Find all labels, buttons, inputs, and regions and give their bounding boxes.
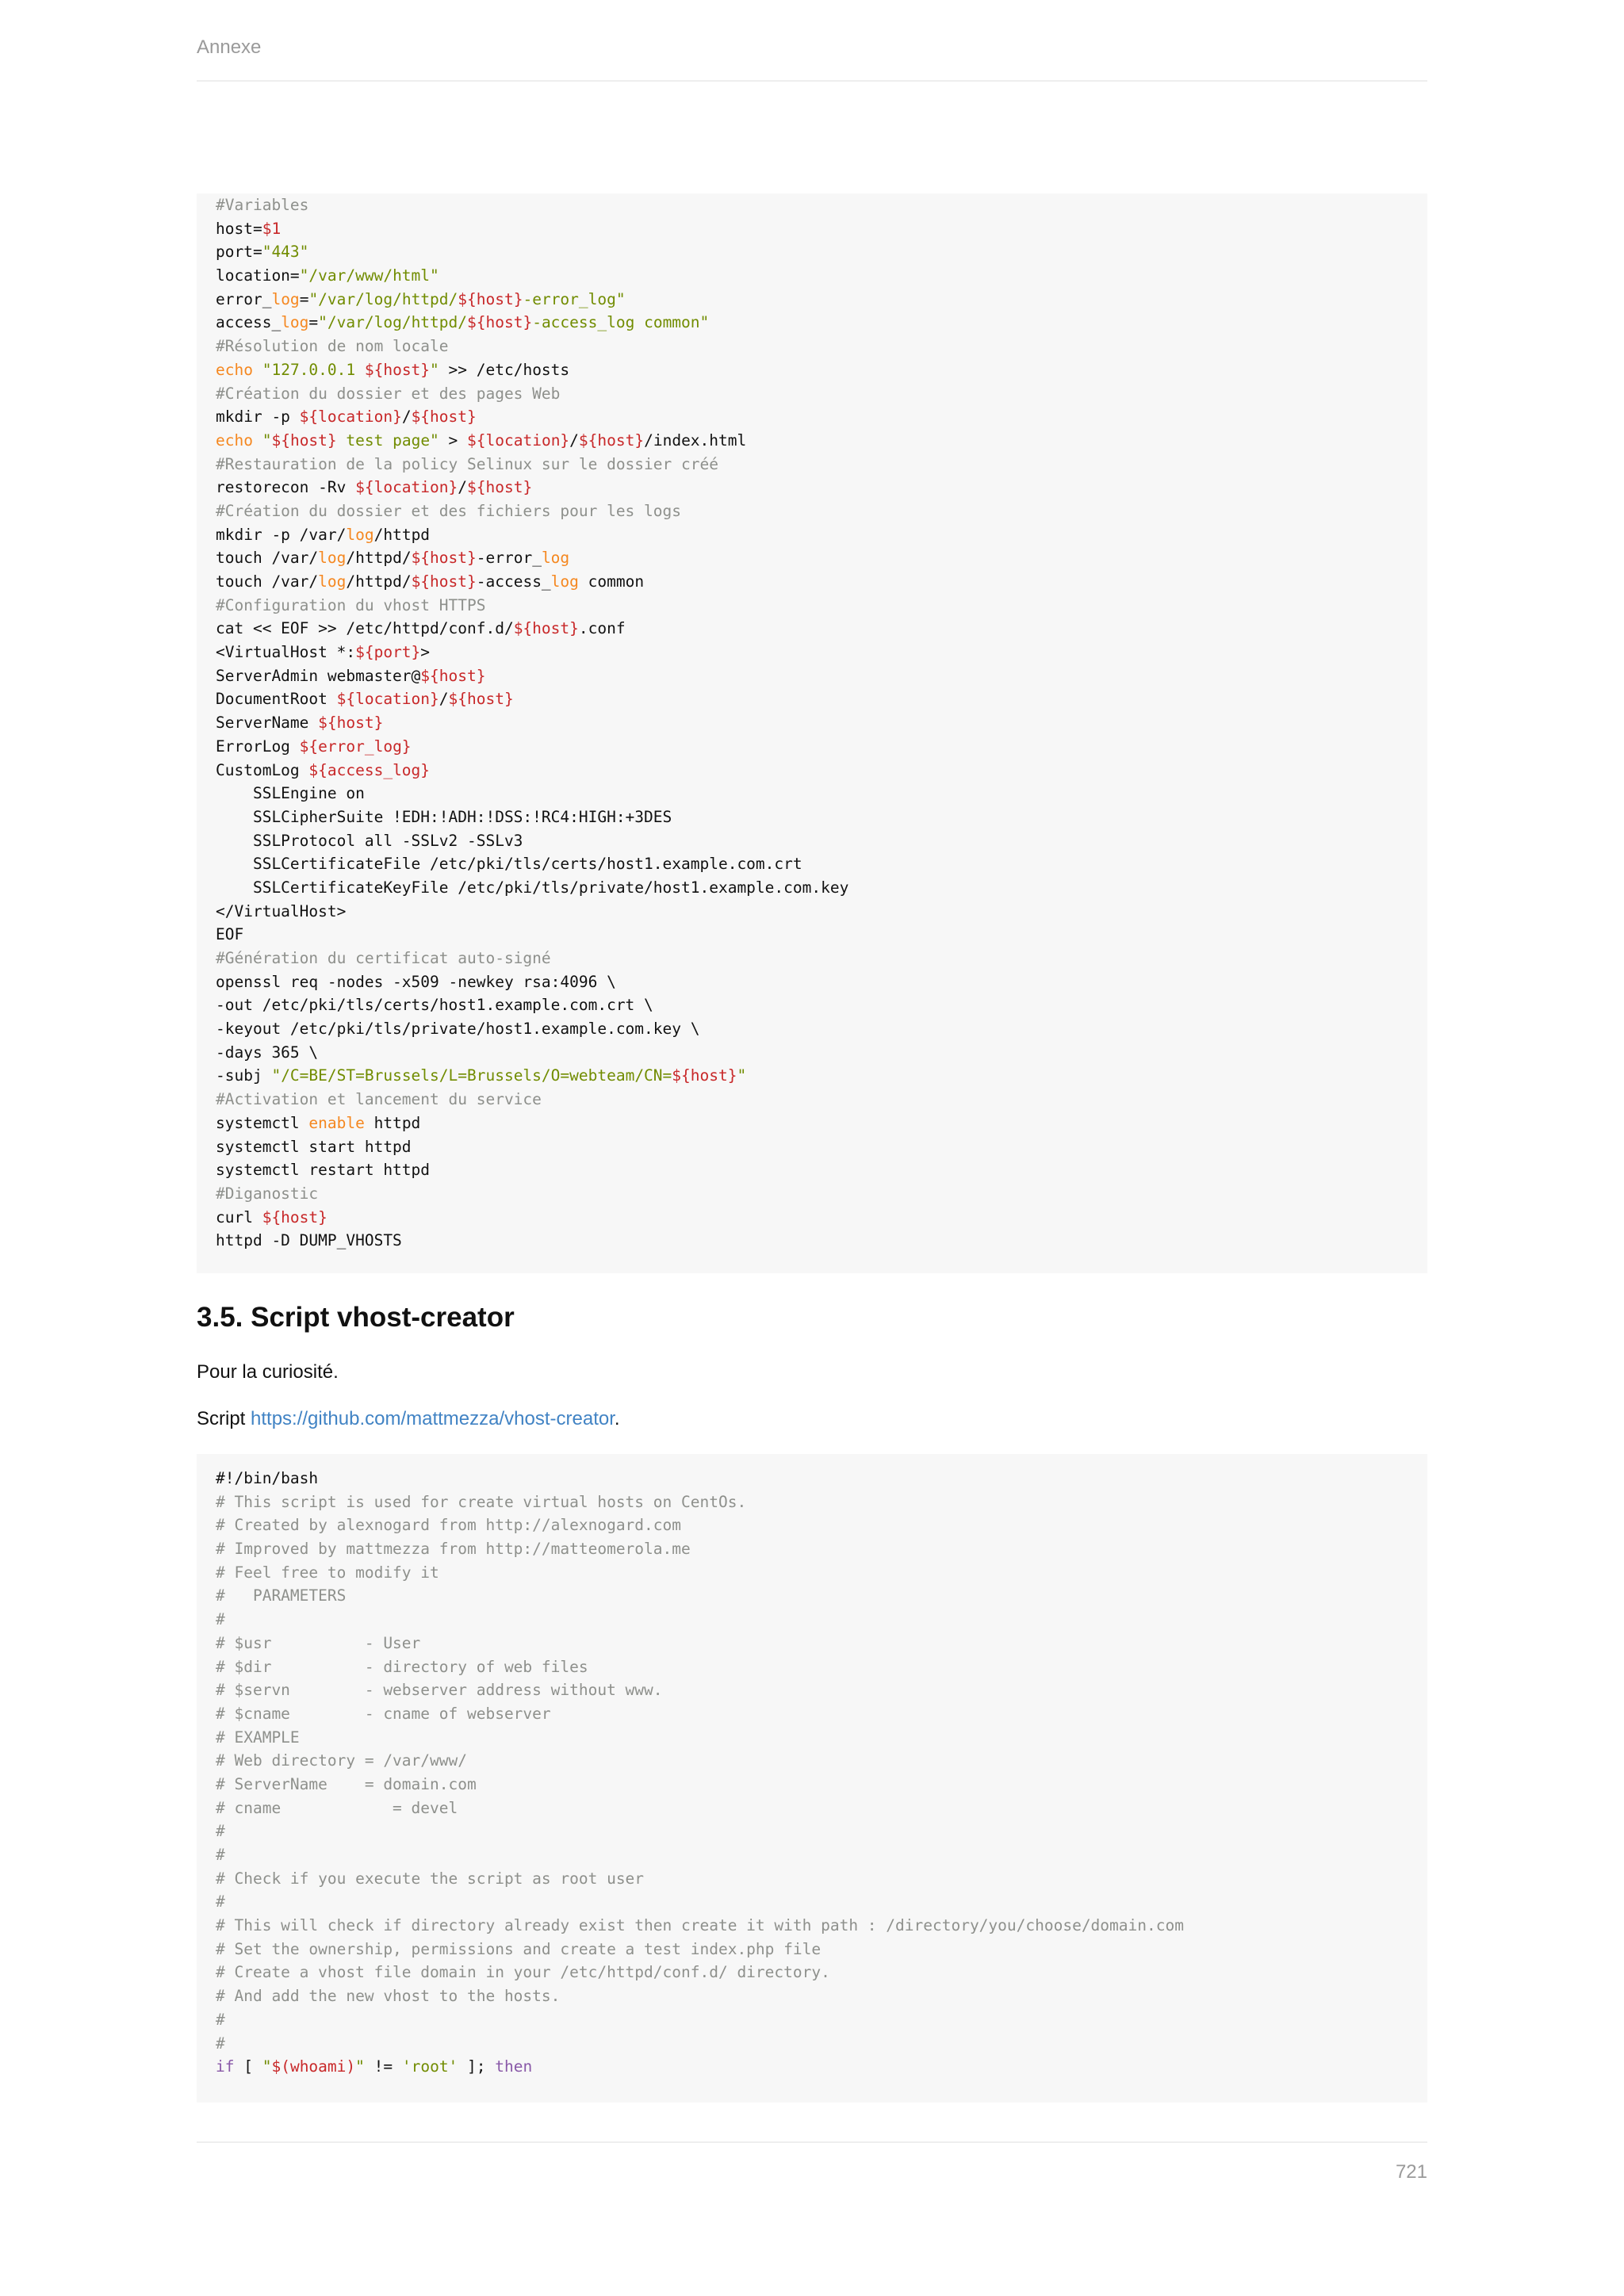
code-token: ${host} xyxy=(513,619,579,638)
code-line xyxy=(216,2032,1427,2056)
code-line xyxy=(216,2055,1427,2079)
code-token: <VirtualHost *: xyxy=(216,643,356,662)
code-token: ${host} xyxy=(411,572,477,591)
code-token: # xyxy=(216,1610,225,1629)
code-line xyxy=(216,1632,1427,1655)
code-token: # xyxy=(216,2034,225,2053)
code-line xyxy=(216,1158,1427,1182)
code-line xyxy=(216,947,1427,970)
code-token: #Génération du certificat auto-signé xyxy=(216,949,551,967)
code-line xyxy=(216,288,1427,312)
code-line xyxy=(216,1017,1427,1041)
code-token: / xyxy=(439,690,449,709)
code-line xyxy=(216,923,1427,947)
code-token: log xyxy=(271,289,300,308)
code-token: log xyxy=(318,549,347,568)
code-token: # PARAMETERS xyxy=(216,1586,347,1605)
section-title: 3.5. Script vhost-creator xyxy=(197,1302,515,1333)
code-line xyxy=(216,1513,1427,1537)
code-line xyxy=(216,1914,1427,1938)
code-line xyxy=(216,193,1427,217)
code-token: /httpd/ xyxy=(346,549,412,568)
code-line xyxy=(216,993,1427,1017)
code-token: [ xyxy=(234,2057,262,2076)
code-token: = xyxy=(299,289,309,308)
code-token: ${port} xyxy=(355,643,421,662)
paragraph-curiosity: Pour la curiosité. xyxy=(197,1361,339,1383)
code-token: "/C=BE/ST=Brussels/L=Brussels/O=webteam/CN= xyxy=(271,1066,672,1085)
code-token: SSLCertificateKeyFile /etc/pki/tls/private/host1.example.com.key xyxy=(216,878,849,897)
code-token: #!/bin/bash xyxy=(216,1469,319,1487)
code-token: ${host} xyxy=(411,549,477,568)
code-token: httpd -D DUMP_VHOSTS xyxy=(216,1231,402,1250)
code-line xyxy=(216,782,1427,806)
paragraph-script-link xyxy=(197,1408,620,1430)
code-token: # This will check if directory already exist then create it with path : /directory/you/choose/domain.com xyxy=(216,1916,1184,1935)
code-token: # Web directory = /var/www/ xyxy=(216,1751,467,1770)
code-token xyxy=(253,431,262,450)
code-token: test page" xyxy=(336,430,439,450)
code-token: ${location} xyxy=(336,690,439,709)
code-token: # $dir - directory of web files xyxy=(216,1657,588,1676)
code-line xyxy=(216,335,1427,358)
code-token: / xyxy=(569,430,579,450)
code-token: EOF xyxy=(216,925,244,944)
code-token: #Activation et lancement du service xyxy=(216,1090,542,1109)
code-token: ${host} xyxy=(411,408,477,427)
code-token: #Diganostic xyxy=(216,1184,319,1203)
code-line xyxy=(216,1655,1427,1679)
code-block-vhost-creator xyxy=(197,1454,1427,2103)
code-token: DocumentRoot xyxy=(216,690,337,709)
code-line xyxy=(216,1206,1427,1230)
code-token: error_ xyxy=(216,289,272,308)
code-token: log xyxy=(541,549,570,568)
code-token: # cname = devel xyxy=(216,1798,458,1817)
code-line xyxy=(216,1584,1427,1608)
code-token: "/var/log/httpd/ xyxy=(318,313,468,332)
code-token: >> /etc/hosts xyxy=(439,360,570,379)
code-token: ${host} xyxy=(262,1207,327,1226)
code-line xyxy=(216,1797,1427,1820)
code-token: # $usr - User xyxy=(216,1633,421,1652)
code-line xyxy=(216,1490,1427,1514)
code-token: log xyxy=(550,572,579,591)
code-token: # $cname - cname of webserver xyxy=(216,1704,551,1723)
code-line xyxy=(216,1749,1427,1773)
code-token: ${location} xyxy=(355,478,458,497)
code-token: #Création du dossier et des fichiers pour les logs xyxy=(216,501,681,520)
code-token: -days 365 \ xyxy=(216,1043,319,1062)
code-token: #Variables xyxy=(216,196,309,214)
code-line xyxy=(216,594,1427,618)
code-token: /index.html xyxy=(644,430,747,450)
code-token: "/var/log/httpd/ xyxy=(308,289,458,308)
code-token: #Configuration du vhost HTTPS xyxy=(216,595,486,614)
code-line xyxy=(216,453,1427,476)
code-token: curl xyxy=(216,1207,262,1226)
code-line xyxy=(216,1867,1427,1891)
code-token: systemctl restart httpd xyxy=(216,1161,431,1180)
code-line xyxy=(216,476,1427,499)
code-token: .conf xyxy=(578,619,626,638)
code-token: # Create a vhost file domain in your /etc/httpd/conf.d/ directory. xyxy=(216,1963,830,1982)
code-token: ErrorLog xyxy=(216,737,300,756)
code-line xyxy=(216,523,1427,547)
code-token: # xyxy=(216,2010,225,2029)
code-token: then xyxy=(495,2057,533,2076)
code-token: > xyxy=(439,430,468,450)
code-token: # This script is used for create virtual hosts on CentOs. xyxy=(216,1492,747,1511)
code-token: # Set the ownership, permissions and create a test index.php file xyxy=(216,1939,822,1958)
code-line xyxy=(216,900,1427,924)
code-line xyxy=(216,829,1427,853)
code-token: log xyxy=(318,572,347,591)
code-token: restorecon -Rv xyxy=(216,478,356,497)
code-token: ServerAdmin webmaster@ xyxy=(216,666,421,685)
code-token: -error_log" xyxy=(523,289,626,308)
code-line xyxy=(216,1537,1427,1561)
code-token: ]; xyxy=(458,2057,496,2076)
code-line xyxy=(216,1112,1427,1135)
code-line xyxy=(216,1890,1427,1914)
code-token: # xyxy=(216,1846,225,1864)
code-line xyxy=(216,1726,1427,1750)
code-line xyxy=(216,1229,1427,1253)
running-header: Annexe xyxy=(197,36,262,58)
code-line xyxy=(216,1773,1427,1797)
code-token: ${host} xyxy=(458,289,523,308)
code-line xyxy=(216,546,1427,570)
code-token: # xyxy=(216,1892,225,1911)
header-divider xyxy=(197,80,1427,82)
code-token: httpd xyxy=(364,1113,421,1132)
code-line xyxy=(216,240,1427,264)
code-token: </VirtualHost> xyxy=(216,901,347,920)
code-token: # Improved by mattmezza from http://matteomerola.me xyxy=(216,1540,691,1559)
code-token: access_ xyxy=(216,313,282,332)
code-token: " xyxy=(430,360,439,379)
code-token: CustomLog xyxy=(216,760,309,779)
code-token: 'root' xyxy=(401,2057,458,2076)
github-link[interactable]: https://github.com/mattmezza/vhost-creator xyxy=(251,1408,615,1429)
code-token: SSLCipherSuite !EDH:!ADH:!DSS:!RC4:HIGH:+3DES xyxy=(216,807,672,826)
code-line xyxy=(216,1702,1427,1726)
code-token: #Restauration de la policy Selinux sur le dossier créé xyxy=(216,454,718,473)
code-line xyxy=(216,1467,1427,1490)
code-token xyxy=(253,361,262,379)
code-token: # EXAMPLE xyxy=(216,1728,300,1747)
code-line xyxy=(216,264,1427,288)
code-token: # ServerName = domain.com xyxy=(216,1774,477,1793)
code-token: mkdir -p xyxy=(216,408,300,427)
code-token: ${location} xyxy=(299,408,402,427)
code-token: #Résolution de nom locale xyxy=(216,337,449,356)
code-token: -access_log common" xyxy=(532,313,710,332)
code-line xyxy=(216,1608,1427,1632)
code-line xyxy=(216,570,1427,594)
code-token: if xyxy=(216,2057,235,2076)
code-token: "443" xyxy=(262,243,309,262)
code-token: ${host} xyxy=(448,690,514,709)
code-token: # $servn - webserver address without www. xyxy=(216,1681,663,1700)
code-line xyxy=(216,217,1427,241)
period: . xyxy=(614,1408,620,1429)
code-line xyxy=(216,2008,1427,2032)
code-line xyxy=(216,1678,1427,1702)
code-line xyxy=(216,876,1427,900)
code-token: ${access_log} xyxy=(308,760,431,779)
code-token: ServerName xyxy=(216,714,319,733)
code-token: -error_ xyxy=(476,549,542,568)
code-token: / xyxy=(401,408,412,427)
code-token: log xyxy=(281,313,309,332)
code-token: = xyxy=(308,313,319,332)
code-token: echo xyxy=(216,430,253,450)
code-token: touch /var/ xyxy=(216,572,319,591)
code-token: systemctl xyxy=(216,1113,309,1132)
code-line xyxy=(216,429,1427,453)
code-block-vhost-script xyxy=(197,193,1427,1273)
code-token: -out /etc/pki/tls/certs/host1.example.com.crt \ xyxy=(216,996,653,1015)
code-token: # Feel free to modify it xyxy=(216,1563,439,1582)
code-token: ${host} xyxy=(467,313,533,332)
footer-divider xyxy=(197,2141,1427,2143)
code-token: #Création du dossier et des pages Web xyxy=(216,384,561,403)
code-token: port= xyxy=(216,243,262,262)
code-token: ${host} xyxy=(467,478,533,497)
code-token: ${host} xyxy=(672,1066,737,1085)
code-line xyxy=(216,1961,1427,1984)
code-token: > xyxy=(420,643,431,662)
code-token: != xyxy=(364,2057,402,2076)
code-line xyxy=(216,852,1427,876)
code-token: touch /var/ xyxy=(216,549,319,568)
code-line xyxy=(216,1843,1427,1867)
code-token: -subj xyxy=(216,1066,272,1085)
code-line xyxy=(216,1938,1427,1961)
code-line xyxy=(216,711,1427,735)
code-token: ${host} xyxy=(318,714,384,733)
code-line xyxy=(216,499,1427,523)
code-line xyxy=(216,617,1427,641)
code-line xyxy=(216,1561,1427,1585)
code-line xyxy=(216,405,1427,429)
code-token: # Check if you execute the script as root user xyxy=(216,1869,645,1888)
code-token: # And add the new vhost to the hosts. xyxy=(216,1987,561,2006)
code-token: ${host} xyxy=(271,430,337,450)
code-token: ${host} xyxy=(420,666,486,685)
page-number: 721 xyxy=(1395,2161,1427,2183)
code-line xyxy=(216,970,1427,994)
code-line xyxy=(216,1135,1427,1159)
code-token: SSLCertificateFile /etc/pki/tls/certs/host1.example.com.crt xyxy=(216,855,802,874)
code-token: /httpd/ xyxy=(346,572,412,591)
code-token: " xyxy=(262,430,272,450)
code-line xyxy=(216,735,1427,759)
code-line xyxy=(216,311,1427,335)
code-token: $(whoami) xyxy=(271,2057,356,2076)
code-line xyxy=(216,641,1427,664)
code-token: "/var/www/html" xyxy=(299,266,439,285)
code-token: ${host} xyxy=(578,430,645,450)
code-line xyxy=(216,687,1427,711)
code-token: ${host} xyxy=(364,360,431,379)
code-token: cat << EOF >> /etc/httpd/conf.d/ xyxy=(216,619,514,638)
code-token: host= xyxy=(216,219,262,238)
code-line xyxy=(216,1064,1427,1088)
code-token: SSLProtocol all -SSLv2 -SSLv3 xyxy=(216,831,523,850)
code-token: " xyxy=(355,2057,365,2076)
code-token: -access_ xyxy=(476,572,551,591)
code-token: ${error_log} xyxy=(299,737,412,756)
code-token: common xyxy=(578,572,645,591)
code-token: log xyxy=(346,525,374,544)
code-line xyxy=(216,1820,1427,1843)
code-token: echo xyxy=(216,360,253,379)
code-line xyxy=(216,1041,1427,1065)
code-line xyxy=(216,1182,1427,1206)
code-token: "127.0.0.1 xyxy=(262,360,365,379)
code-token: openssl req -nodes -x509 -newkey rsa:4096 \ xyxy=(216,972,616,991)
code-line xyxy=(216,664,1427,688)
code-line xyxy=(216,759,1427,783)
code-token: ${location} xyxy=(467,430,570,450)
code-token: enable xyxy=(308,1113,365,1132)
code-line xyxy=(216,1984,1427,2008)
code-token: SSLEngine on xyxy=(216,784,365,803)
code-line xyxy=(216,806,1427,829)
code-token: location= xyxy=(216,266,300,285)
code-token: -keyout /etc/pki/tls/private/host1.example.com.key \ xyxy=(216,1020,700,1039)
code-line xyxy=(216,358,1427,382)
code-token: / xyxy=(458,478,467,497)
code-token: $1 xyxy=(262,219,282,238)
script-label: Script xyxy=(197,1408,251,1429)
code-line xyxy=(216,382,1427,406)
code-token: " xyxy=(737,1066,747,1085)
code-token: " xyxy=(262,2057,272,2076)
code-token: mkdir -p /var/ xyxy=(216,525,347,544)
code-token: # Created by alexnogard from http://alexnogard.com xyxy=(216,1516,681,1535)
code-token: systemctl start httpd xyxy=(216,1137,412,1156)
code-token: # xyxy=(216,1822,225,1841)
code-line xyxy=(216,1088,1427,1112)
code-token: /httpd xyxy=(373,525,431,544)
